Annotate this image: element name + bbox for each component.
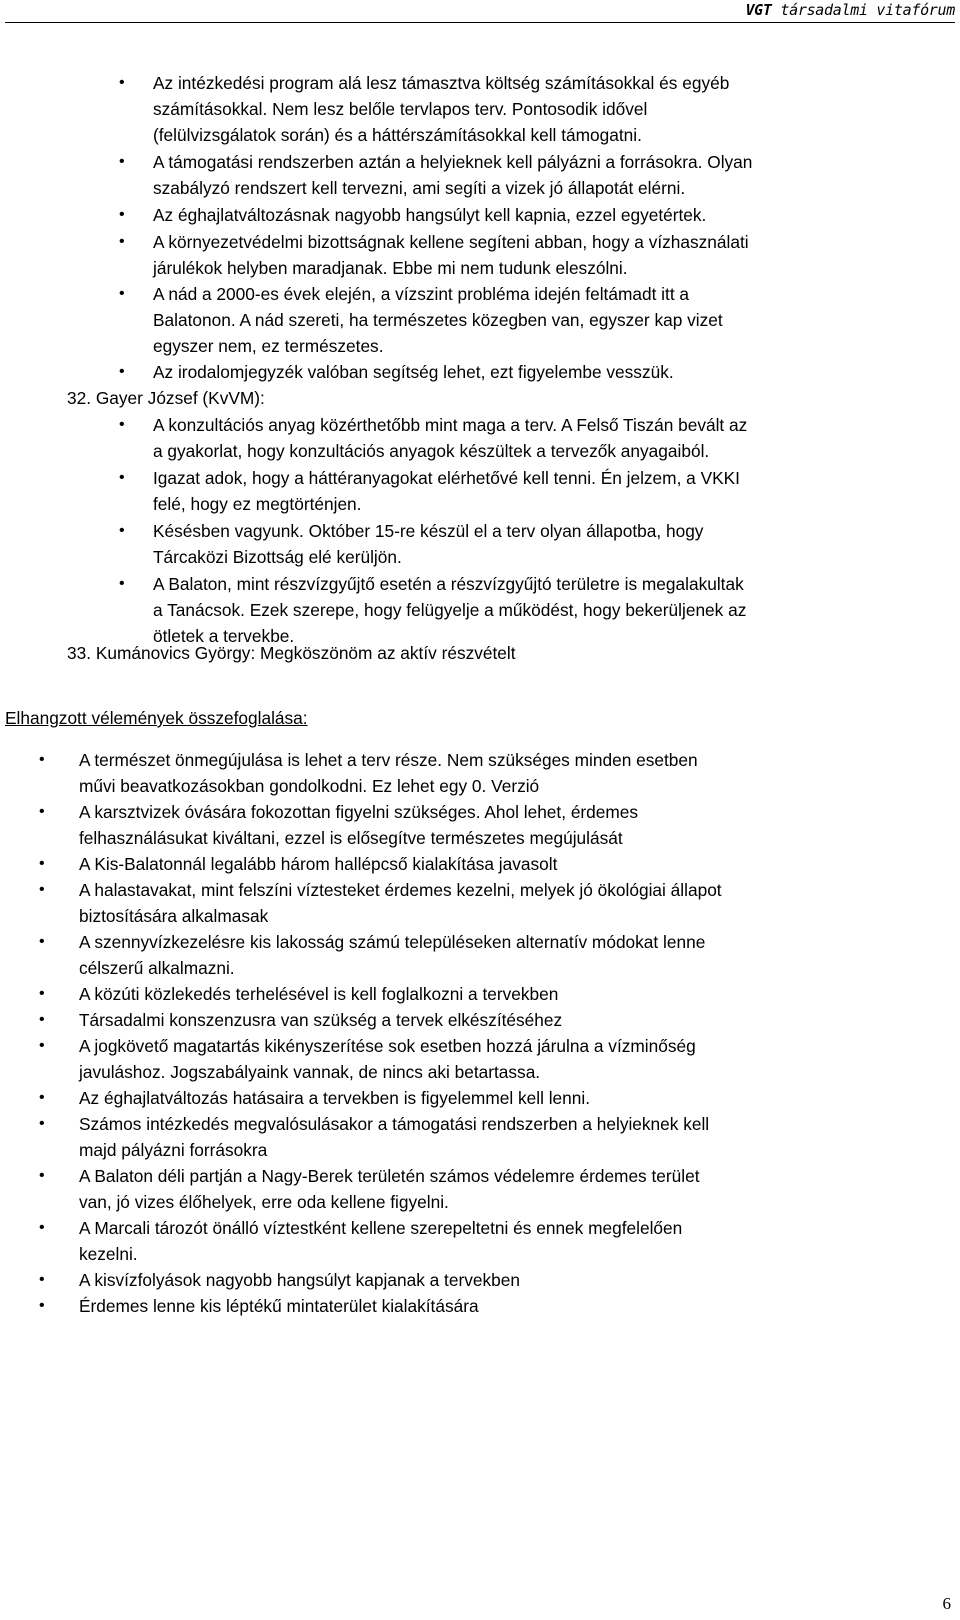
speaker-33-line: 33. Kumánovics György: Megköszönöm az aktív részvételt [67, 643, 516, 663]
bullet-icon: • [39, 881, 45, 898]
bullet-icon: • [119, 153, 125, 170]
list-item-line: a Tanácsok. Ezek szerepe, hogy felügyelje a működést, hogy bekerüljenek az [153, 600, 747, 620]
list-item-line: A konzultációs anyag közérthetőbb mint maga a terv. A Felső Tiszán bevált az [153, 415, 748, 435]
bullet-icon: • [39, 1037, 45, 1054]
list-item-line: A közúti közlekedés terhelésével is kell foglalkozni a tervekben [79, 984, 559, 1004]
list-item [119, 518, 953, 570]
bullet-icon: • [39, 985, 45, 1002]
list-item-line: A kisvízfolyások nagyobb hangsúlyt kapjanak a tervekben [79, 1270, 520, 1290]
bullet-icon: • [39, 1219, 45, 1236]
list-item-line: A természet önmegújulása is lehet a terv része. Nem szükséges minden esetben [79, 750, 698, 770]
list-item-line: A szennyvízkezelésre kis lakosság számú településeken alternatív módokat lenne [79, 932, 706, 952]
list-item-line: Balatonon. A nád szereti, ha természetes közegben van, egyszer kap vizet [153, 310, 723, 330]
bullet-icon: • [119, 74, 125, 91]
list-item-line: javuláshoz. Jogszabályaink vannak, de nincs aki betartassa. [79, 1062, 541, 1082]
list-item-line: Az intézkedési program alá lesz támasztva költség számításokkal és egyéb [153, 73, 730, 93]
list-item-line: van, jó vizes élőhelyek, erre oda kellene figyelni. [79, 1192, 449, 1212]
list-item-line: A támogatási rendszerben aztán a helyieknek kell pályázni a forrásokra. Olyan [153, 152, 753, 172]
list-item-line: A jogkövető magatartás kikényszerítése sok esetben hozzá járulna a vízminőség [79, 1036, 696, 1056]
list-item-line: felé, hogy ez megtörténjen. [153, 494, 362, 514]
list-item-line: A karsztvizek óvására fokozottan figyelni szükséges. Ahol lehet, érdemes [79, 802, 639, 822]
bullet-icon: • [119, 206, 125, 223]
list-item-line: A Marcali tározót önálló víztestként kellene szerepeltetni és ennek megfelelően [79, 1218, 683, 1238]
header-title [745, 1, 955, 19]
speaker-32-heading: 32. Gayer József (KvVM): [67, 388, 265, 408]
list-item [39, 981, 959, 1007]
list-item-line: Az éghajlatváltozás hatásaira a tervekben is figyelemmel kell lenni. [79, 1088, 591, 1108]
bullet-icon: • [39, 1115, 45, 1132]
list-item-line: A Balaton déli partján a Nagy-Berek területén számos védelemre érdemes terület [79, 1166, 700, 1186]
list-item-line: A környezetvédelmi bizottságnak kellene segíteni abban, hogy a vízhasználati [153, 232, 749, 252]
summary-heading: Elhangzott vélemények összefoglalása: [5, 708, 308, 728]
bullet-icon: • [39, 1011, 45, 1028]
bullet-icon: • [119, 233, 125, 250]
list-item-line: Késésben vagyunk. Október 15-re készül el a terv olyan állapotba, hogy [153, 521, 704, 541]
list-item-line: felhasználásukat kiváltani, ezzel is elősegítve természetes megújulását [79, 828, 623, 848]
list-item [119, 202, 953, 228]
bullet-icon: • [39, 751, 45, 768]
bullet-icon: • [119, 416, 125, 433]
list-item-line: Az irodalomjegyzék valóban segítség lehet, ezt figyelembe vesszük. [153, 362, 674, 382]
header-brand: VGT [745, 1, 772, 19]
bullet-icon: • [39, 803, 45, 820]
bullet-icon: • [119, 363, 125, 380]
list-item-line: Az éghajlatváltozásnak nagyobb hangsúlyt kell kapnia, ezzel egyetértek. [153, 205, 707, 225]
bullet-icon: • [39, 1271, 45, 1288]
list-item-line: szabályzó rendszert kell tervezni, ami segíti a vizek jó állapotát elérni. [153, 178, 686, 198]
list-item-line: járulékok helyben maradjanak. Ebbe mi nem tudunk eleszólni. [153, 258, 628, 278]
list-item [39, 1007, 959, 1033]
list-item-line: A halastavakat, mint felszíni víztesteket érdemes kezelni, melyek jó ökológiai állapot [79, 880, 722, 900]
list-item [39, 799, 959, 851]
list-item-line: majd pályázni forrásokra [79, 1140, 268, 1160]
bullet-icon: • [39, 1297, 45, 1314]
list-item [119, 70, 953, 148]
page-header [5, 0, 955, 23]
list-item-line: művi beavatkozásokban gondolkodni. Ez lehet egy 0. Verzió [79, 776, 540, 796]
list-item-line: biztosítására alkalmasak [79, 906, 269, 926]
bullet-icon: • [39, 933, 45, 950]
list-item-line: egyszer nem, ez természetes. [153, 336, 384, 356]
list-item [39, 1111, 959, 1163]
list-item [119, 412, 953, 464]
list-item-line: kezelni. [79, 1244, 138, 1264]
list-item [39, 1267, 959, 1293]
list-item-line: Társadalmi konszenzusra van szükség a tervek elkészítéséhez [79, 1010, 563, 1030]
list-item [39, 929, 959, 981]
bullet-icon: • [39, 855, 45, 872]
list-item-line: a gyakorlat, hogy konzultációs anyagok készültek a tervezők anyagaiból. [153, 441, 710, 461]
list-item-line: Érdemes lenne kis léptékű mintaterület kialakítására [79, 1296, 479, 1316]
page-number: 6 [942, 1594, 951, 1613]
header-subtitle: társadalmi vitafórum [771, 1, 955, 19]
list-item-line: ötletek a tervekbe. [153, 626, 295, 646]
list-item-line: (felülvizsgálatok során) és a háttérszámításokkal kell támogatni. [153, 125, 642, 145]
list-item [39, 1293, 959, 1319]
bullet-icon: • [119, 469, 125, 486]
list-item-line: A Balaton, mint részvízgyűjtő esetén a részvízgyűjtó területre is megalakultak [153, 574, 744, 594]
list-item [119, 149, 953, 201]
list-item [39, 747, 959, 799]
list-item [39, 1163, 959, 1215]
bullet-icon: • [119, 522, 125, 539]
list-item [39, 1215, 959, 1267]
bullet-icon: • [39, 1089, 45, 1106]
list-item [39, 1033, 959, 1085]
list-item-line: A Kis-Balatonnál legalább három hallépcső kialakítása javasolt [79, 854, 558, 874]
list-item-line: Tárcaközi Bizottság elé kerüljön. [153, 547, 402, 567]
list-item [119, 281, 953, 359]
list-item-line: számításokkal. Nem lesz belőle tervlapos terv. Pontosodik idővel [153, 99, 648, 119]
list-item-line: célszerű alkalmazni. [79, 958, 235, 978]
bullet-icon: • [39, 1167, 45, 1184]
list-item-line: A nád a 2000-es évek elején, a vízszint probléma idején feltámadt itt a [153, 284, 690, 304]
list-item [39, 851, 959, 877]
bullet-icon: • [119, 285, 125, 302]
list-item-line: Igazat adok, hogy a háttéranyagokat elérhetővé kell tenni. Én jelzem, a VKKI [153, 468, 740, 488]
list-item [39, 1085, 959, 1111]
list-item [119, 359, 953, 385]
list-item-line: Számos intézkedés megvalósulásakor a támogatási rendszerben a helyieknek kell [79, 1114, 710, 1134]
list-item [39, 877, 959, 929]
list-item [119, 229, 953, 281]
list-item [119, 571, 953, 649]
list-item [119, 465, 953, 517]
bullet-icon: • [119, 575, 125, 592]
